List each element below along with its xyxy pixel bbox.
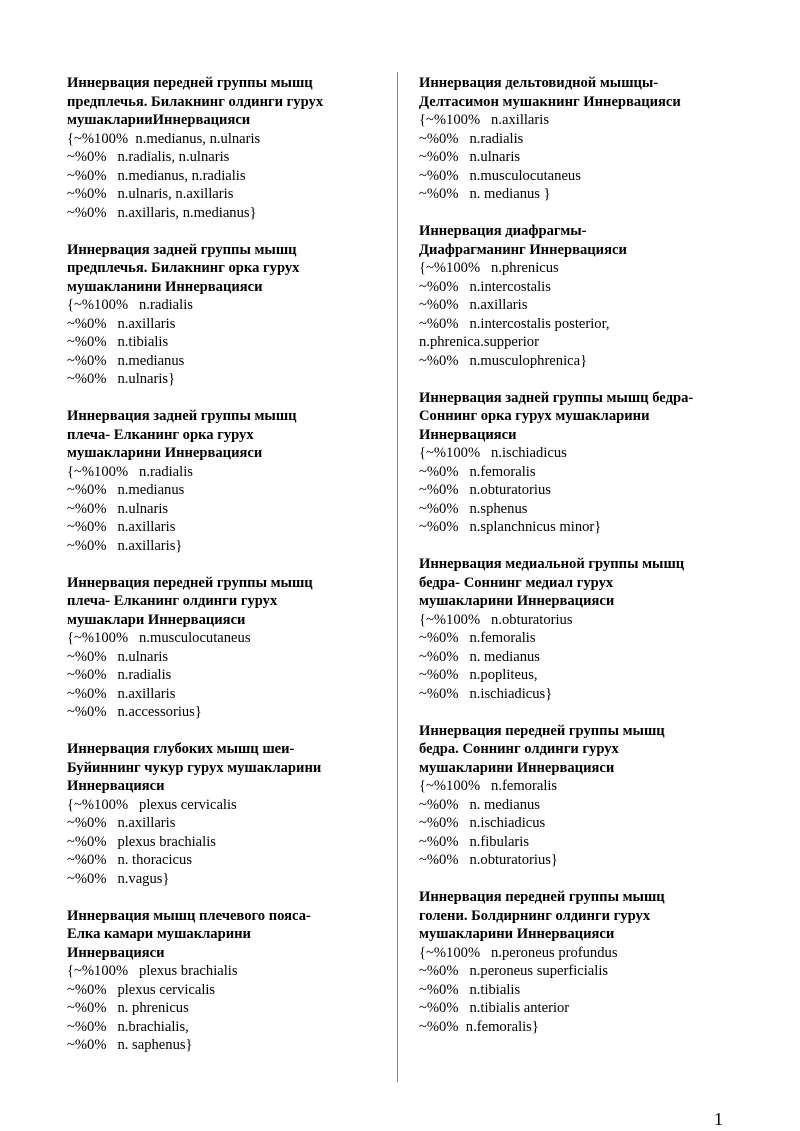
answer-option: ~%0% n.radialis (419, 130, 524, 147)
answer-option: ~%0% n.splanchnicus minor} (419, 519, 602, 535)
answer-option: ~%0% n.axillaris (67, 815, 176, 831)
question-block (67, 907, 397, 1055)
answer-option: ~%0% n.brachialis, (67, 1018, 189, 1035)
answer-option: ~%0% plexus cervicalis (67, 981, 216, 998)
answer-option: ~%0% n. saphenus} (67, 1037, 193, 1053)
answer-option: ~%0% plexus brachialis (67, 833, 216, 850)
answer-option: ~%0% n.ulnaris, n.axillaris (67, 186, 234, 202)
answer-option: ~%0% n.medianus (67, 352, 185, 369)
answer-option: ~%0% n.axillaris (67, 315, 176, 332)
answer-option: ~%0% n.axillaris (419, 297, 528, 313)
answer-option: {~%100% n.musculocutaneus (67, 630, 251, 646)
question-block (67, 740, 397, 888)
answer-option: ~%0% n.sphenus (419, 500, 528, 517)
answer-option: ~%0% n.obturatorius} (419, 852, 558, 868)
question-title: Иннервация задней группы мышц плеча- Елканинг орка гурух мушакларини Иннервацияси (67, 408, 297, 461)
answer-option: ~%0% n.tibialis (419, 981, 521, 998)
page-number: 1 (714, 1109, 723, 1129)
answer-option: ~%0% n.medianus, n.radialis (67, 167, 246, 184)
answer-option: {~%100% n.radialis (67, 297, 193, 313)
answer-option: ~%0% n.intercostalis (419, 278, 551, 295)
question-block (67, 74, 397, 222)
question-title: Иннервация передней группы мышц голени. Болдирнинг олдинги гурух мушакларини Иннервацияси (419, 889, 665, 942)
question-title: Иннервация медиальной группы мышц бедра- Соннинг медиал гурух мушакларини Иннервацияси (419, 556, 685, 609)
answer-option: ~%0% n.femoralis} (419, 1018, 539, 1035)
left-column (67, 74, 397, 1073)
answer-option: ~%0% n.intercostalis posterior, (419, 315, 610, 332)
right-column (419, 74, 749, 1055)
answer-option: ~%0% n.axillaris} (67, 537, 183, 554)
answer-option: ~%0% n.ulnaris (67, 500, 169, 517)
answer-option: ~%0% n.axillaris (67, 685, 176, 702)
answer-option: ~%0% n.axillaris, n.medianus} (67, 204, 257, 221)
question-block (67, 241, 397, 389)
answer-option: ~%0% n.medianus (67, 482, 185, 498)
answer-option: ~%0% n. thoracicus (67, 852, 193, 868)
question-title: Иннервация дельтовидной мышцы- Делтасимон мушакнинг Иннервацияси (419, 75, 681, 110)
answer-option: ~%0% n.ischiadicus} (419, 685, 553, 702)
answer-option: ~%0% n. phrenicus (67, 1000, 189, 1016)
answer-option: {~%100% plexus brachialis (67, 963, 238, 979)
question-block (419, 722, 749, 870)
answer-option: ~%0% n.ulnaris (67, 648, 169, 665)
question-title: Иннервация передней группы мышц предплечья. Билакнинг олдинги гурух мушакларииИннервацияси (67, 75, 324, 128)
question-block (67, 407, 397, 555)
answer-option: {~%100% n.obturatorius (419, 611, 573, 628)
answer-option: {~%100% n.peroneus profundus (419, 944, 618, 961)
answer-option: ~%0% n.musculophrenica} (419, 352, 588, 369)
answer-option: ~%0% n.radialis, n.ulnaris (67, 149, 230, 165)
answer-option: ~%0% n.ischiadicus (419, 815, 546, 831)
question-title: Иннервация задней группы мышц предплечья. Билакнинг орка гурух мушакланини Иннервацияси (67, 241, 300, 295)
question-title: Иннервация диафрагмы- Диафрагманинг Иннервацияси (419, 223, 627, 258)
answer-option: ~%0% n.vagus} (67, 870, 170, 887)
answer-option: {~%100% n.femoralis (419, 778, 558, 794)
answer-option: {~%100% plexus cervicalis (67, 796, 237, 813)
question-block (419, 389, 749, 537)
answer-option: ~%0% n.ulnaris (419, 149, 521, 165)
answer-option: ~%0% n.femoralis (419, 463, 536, 480)
answer-option: n.phrenica.supperior (419, 334, 539, 350)
question-title: Иннервация глубоких мышц шеи- Буйиннинг чукур гурух мушакларини Иннервацияси (67, 741, 322, 794)
answer-option: ~%0% n. medianus (419, 796, 540, 813)
answer-option: ~%0% n.popliteus, (419, 667, 538, 683)
answer-option: ~%0% n.axillaris (67, 519, 176, 535)
answer-option: ~%0% n. medianus (419, 648, 540, 665)
answer-option: {~%100% n.phrenicus (419, 260, 559, 276)
answer-option: ~%0% n.ulnaris} (67, 371, 176, 387)
answer-option: {~%100% n.axillaris (419, 112, 550, 128)
answer-option: {~%100% n.ischiadicus (419, 445, 567, 461)
answer-option: {~%100% n.radialis (67, 463, 193, 480)
question-title: Иннервация задней группы мышц бедра- Соннинг орка гурух мушакларини Иннервацияси (419, 389, 694, 443)
column-divider (397, 72, 398, 1082)
question-block (419, 555, 749, 703)
question-title: Иннервация передней группы мышц плеча- Елканинг олдинги гурух мушаклари Иннервацияси (67, 574, 313, 628)
answer-option: ~%0% n. medianus } (419, 186, 551, 202)
answer-option: ~%0% n.fibularis (419, 833, 530, 850)
answer-option: ~%0% n.musculocutaneus (419, 167, 581, 184)
answer-option: ~%0% n.tibialis anterior (419, 1000, 570, 1016)
question-block (419, 222, 749, 370)
answer-option: ~%0% n.tibialis (67, 334, 169, 350)
question-title: Иннервация мышц плечевого пояса- Елка камари мушакларини Иннервацияси (67, 907, 311, 961)
question-block (419, 888, 749, 1036)
answer-option: ~%0% n.femoralis (419, 630, 536, 646)
answer-option: ~%0% n.accessorius} (67, 704, 202, 720)
question-block (67, 574, 397, 722)
question-title: Иннервация передней группы мышц бедра. Соннинг олдинги гурух мушакларини Иннервацияси (419, 722, 665, 776)
question-block (419, 74, 749, 204)
answer-option: ~%0% n.peroneus superficialis (419, 963, 609, 979)
answer-option: {~%100% n.medianus, n.ulnaris (67, 130, 261, 147)
answer-option: ~%0% n.radialis (67, 667, 172, 683)
answer-option: ~%0% n.obturatorius (419, 482, 551, 498)
